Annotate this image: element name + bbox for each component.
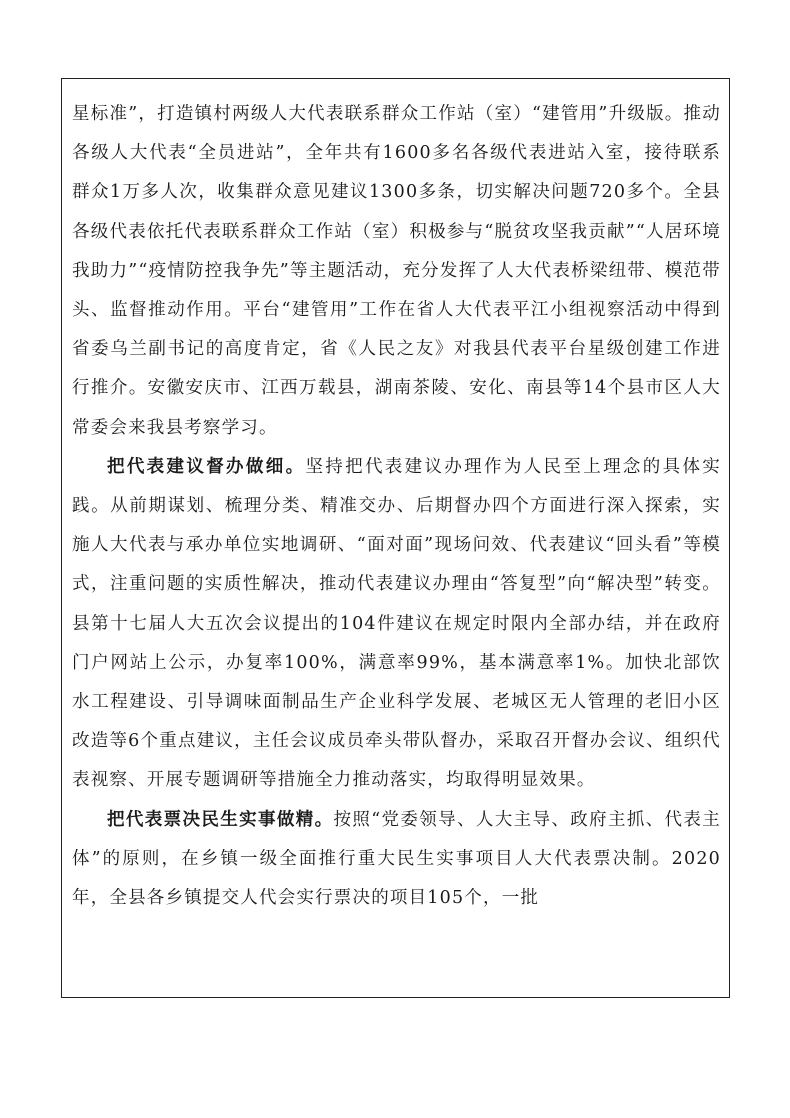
paragraph-3-text: 按照“党委领导、人大主导、政府主抓、代表主体”的原则，在乡镇一级全面推行重大民生实事项目人大代表票决制。2020年，全县各乡镇提交人代会实行票决的项目105个，一批 (72, 809, 721, 909)
paragraph-3 (72, 801, 721, 919)
paragraph-2-heading: 把代表建议督办做细。 (107, 456, 306, 477)
paragraph-3-heading: 把代表票决民生实事做精。 (107, 809, 334, 830)
paragraph-1 (72, 95, 721, 448)
document-frame (61, 78, 730, 998)
paragraph-2-text: 坚持把代表建议办理作为人民至上理念的具体实践。从前期谋划、梳理分类、精准交办、后期督办四个方面进行深入探索，实施人大代表与承办单位实地调研、“面对面”现场问效、代表建议“回头看”等模式，注重问题的实质性解决，推动代表建议办理由“答复型”向“解决型”转变。县第十七届人大五次会议提出的104件建议在规定时限内全部办结，并在政府门户网站上公示，办复率100%，满意率99%，基本满意率1%。加快北部饮水工程建设、引导调味面制品生产企业科学发展、老城区无人管理的老旧小区改造等6个重点建议，主任会议成员牵头带队督办，采取召开督办会议、组织代表视察、开展专题调研等措施全力推动落实，均取得明显效果。 (72, 456, 722, 791)
paragraph-2 (72, 448, 721, 801)
paragraph-1-text: 星标准”，打造镇村两级人大代表联系群众工作站（室）“建管用”升级版。推动各级人大代表“全员进站”，全年共有1600多名各级代表进站入室，接待联系群众1万多人次，收集群众意见建议1300多条，切实解决问题720多个。全县各级代表依托代表联系群众工作站（室）积极参与“脱贫攻坚我贡献”“人居环境我助力”“疫情防控我争先”等主题活动，充分发挥了人大代表桥梁纽带、模范带头、监督推动作用。平台“建管用”工作在省人大代表平江小组视察活动中得到省委乌兰副书记的高度肯定，省《人民之友》对我县代表平台星级创建工作进行推介。安徽安庆市、江西万载县，湖南茶陵、安化、南县等14个县市区人大常委会来我县考察学习。 (72, 104, 721, 438)
